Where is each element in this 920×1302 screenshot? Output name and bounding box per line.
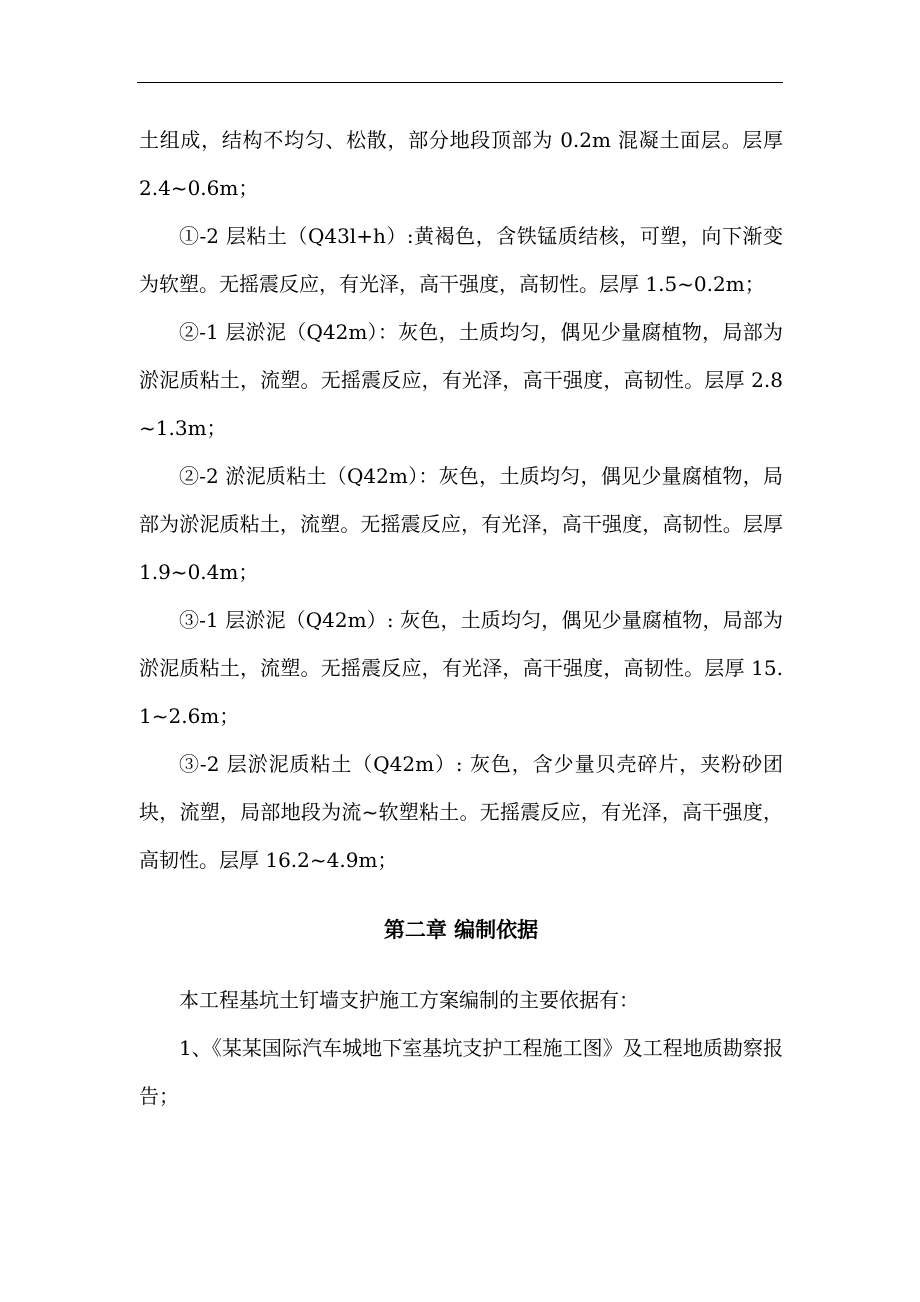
header-rule [137,82,783,83]
document-body [139,116,783,1120]
paragraph-layer-2-2: ②-2 淤泥质粘土（Q42m）：灰色，土质均匀，偶见少量腐植物，局部为淤泥质粘土，流塑。无摇震反应，有光泽，高干强度，高韧性。层厚 1.9~0.4m； [139,464,783,584]
paragraph-fill-layer: 土组成，结构不均匀、松散，部分地段顶部为 0.2m 混凝土面层。层厚 2.4~0.6m； [139,128,783,200]
paragraph-layer-2-1: ②-1 层淤泥（Q42m）：灰色，土质均匀，偶见少量腐植物，局部为淤泥质粘土，流塑。无摇震反应，有光泽，高干强度，高韧性。层厚 2.8~1.3m； [139,320,783,440]
chapter-heading: 第二章 编制依据 [383,918,539,942]
basis-item-1: 1、《某某国际汽车城地下室基坑支护工程施工图》及工程地质勘察报告； [139,1036,783,1108]
paragraph-layer-3-2: ③-2 层淤泥质粘土（Q42m）: 灰色，含少量贝壳碎片，夹粉砂团块，流塑，局部地段为流~软塑粘土。无摇震反应，有光泽，高干强度，高韧性。层厚 16.2~4.9m； [139,752,783,872]
paragraph-layer-3-1: ③-1 层淤泥（Q42m）: 灰色，土质均匀，偶见少量腐植物，局部为淤泥质粘土，流塑。无摇震反应，有光泽，高干强度，高韧性。层厚 15.1~2.6m； [139,608,783,728]
basis-intro: 本工程基坑土钉墙支护施工方案编制的主要依据有： [179,988,639,1012]
paragraph-layer-1-2: ①-2 层粘土（Q43l+h）:黄褐色，含铁锰质结核，可塑，向下渐变为软塑。无摇震反应，有光泽，高干强度，高韧性。层厚 1.5~0.2m； [139,224,783,296]
